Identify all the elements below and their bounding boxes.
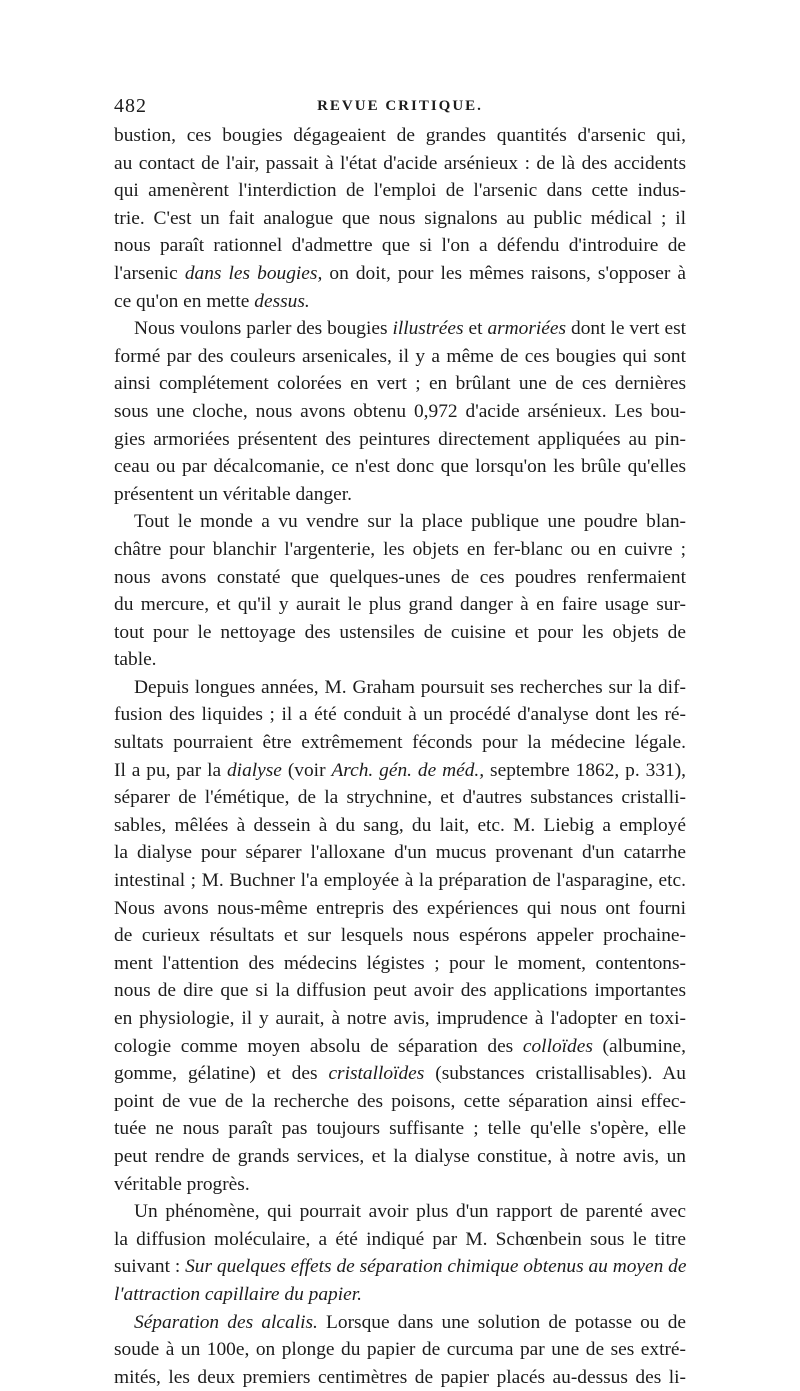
text-line: châtre pour blanchir l'argenterie, les objets en fer-blanc ou en cuivre ; <box>114 538 686 560</box>
running-head <box>114 95 686 123</box>
text-line: intestinal ; M. Buchner l'a employée à la préparation de l'asparagine, etc. <box>114 870 686 892</box>
text-line <box>114 757 686 785</box>
text-line <box>114 315 686 343</box>
text-run: (substances cristallisables). Au <box>424 1063 687 1085</box>
text-run: septembre 1862, p. 331), <box>484 759 687 781</box>
text-line: de curieux résultats et sur lesquels nous espérons appeler prochaine- <box>114 925 686 947</box>
italic-text: Arch. gén. de méd., <box>331 759 485 781</box>
text-line: ainsi complétement colorées en vert ; en brûlant une de ces dernières <box>114 373 686 395</box>
text-line: formé par des couleurs arsenicales, il y a même de ces bougies qui sont <box>114 345 686 367</box>
italic-text: l'attraction capillaire du papier. <box>114 1283 362 1305</box>
italic-text: Sur quelques effets de séparation chimique obtenus au moyen de <box>185 1256 687 1278</box>
italic-text: dialyse <box>226 759 282 781</box>
text-line: ment l'attention des médecins légistes ; pour le moment, contentons- <box>114 952 686 974</box>
text-line <box>114 1281 686 1309</box>
text-run: l'arsenic <box>114 262 185 284</box>
text-line: Un phénomène, qui pourrait avoir plus d'un rapport de parenté avec <box>134 1201 686 1223</box>
text-run: Lorsque dans une solution de potasse ou de <box>317 1311 686 1333</box>
text-run: (voir <box>281 759 332 781</box>
text-line: sables, mêlées à dessein à du sang, du lait, etc. M. Liebig a employé <box>114 814 686 836</box>
text-line: sultats pourraient être extrêmement féconds pour la médecine légale. <box>114 732 686 754</box>
text-line: tout pour le nettoyage des ustensiles de cuisine et pour les objets de <box>114 621 686 643</box>
italic-text: Séparation des alcalis. <box>134 1311 318 1333</box>
text-run: et <box>463 318 488 340</box>
italic-text: armoriées <box>487 318 567 340</box>
text-line: présentent un véritable danger. <box>114 483 352 505</box>
text-line: trie. C'est un fait analogue que nous signalons au public médical ; il <box>114 207 686 229</box>
text-line: véritable progrès. <box>114 1173 250 1195</box>
body-text <box>114 122 686 1391</box>
italic-text: dessus. <box>254 290 310 312</box>
text-line: mités, les deux premiers centimètres de papier placés au-dessus des li- <box>114 1366 686 1388</box>
text-line: fusion des liquides ; il a été conduit à un procédé d'analyse dont les ré- <box>114 704 686 726</box>
text-line: du mercure, et qu'il y aurait le plus grand danger à en faire usage sur- <box>114 594 686 616</box>
text-line <box>114 1060 686 1088</box>
text-line: en physiologie, il y aurait, à notre avis, imprudence à l'adopter en toxi- <box>114 1008 686 1029</box>
text-run: cologie comme moyen absolu de séparation des <box>114 1035 523 1057</box>
text-line: Tout le monde a vu vendre sur la place publique une poudre blan- <box>134 511 686 533</box>
text-line: la diffusion moléculaire, a été indiqué par M. Schœnbein sous le titre <box>114 1228 686 1250</box>
text-line: séparer de l'émétique, de la strychnine, et d'autres substances cristalli- <box>114 787 686 809</box>
italic-text: colloïdes <box>522 1035 593 1057</box>
text-line: qui amenèrent l'interdiction de l'emploi de l'arsenic dans cette indus- <box>114 180 686 202</box>
text-line: peut rendre de grands services, et la dialyse constitue, à notre avis, un <box>114 1145 686 1167</box>
text-line: Nous avons nous-même entrepris des expériences qui nous ont fourni <box>114 897 686 919</box>
text-run: (albumine, <box>592 1035 686 1057</box>
running-title: REVUE CRITIQUE. <box>317 98 483 114</box>
text-line: nous avons constaté que quelques-unes de ces poudres renfermaient <box>114 566 686 588</box>
text-line: au contact de l'air, passait à l'état d'acide arsénieux : de là des accidents <box>114 152 686 174</box>
text-line: sous une cloche, nous avons obtenu 0,972 d'acide arsénieux. Les bou- <box>114 400 686 422</box>
italic-text: illustrées <box>392 318 464 340</box>
text-line: gies armoriées présentent des peintures directement appliquées au pin- <box>114 428 686 450</box>
text-run: dont le vert est <box>566 318 686 340</box>
text-line: ceau ou par décalcomanie, ce n'est donc que lorsqu'on les brûle qu'elles <box>114 456 686 478</box>
page-number: 482 <box>114 95 147 117</box>
text-run: on doit, pour les mêmes raisons, s'opposer à <box>322 262 686 284</box>
text-line: tuée ne nous paraît pas toujours suffisante ; telle qu'elle s'opère, elle <box>114 1118 686 1140</box>
italic-text: dans les bougies, <box>184 262 323 284</box>
text-line: Depuis longues années, M. Graham poursuit ses recherches sur la dif- <box>134 676 686 698</box>
text-line <box>114 260 686 288</box>
text-line: bustion, ces bougies dégageaient de grandes quantités d'arsenic qui, <box>114 125 686 146</box>
text-line: la dialyse pour séparer l'alloxane d'un mucus provenant d'un catarrhe <box>114 842 686 864</box>
text-line: soude à un 100e, on plonge du papier de curcuma par une de ses extré- <box>114 1339 686 1361</box>
text-run: ce qu'on en mette <box>114 290 255 312</box>
text-run: suivant : <box>114 1256 186 1278</box>
text-line: point de vue de la recherche des poisons, cette séparation ainsi effec- <box>114 1090 686 1112</box>
text-run: gomme, gélatine) et des <box>114 1063 329 1085</box>
text-line <box>114 1253 686 1281</box>
text-line: nous paraît rationnel d'admettre que si l'on a défendu d'introduire de <box>114 235 686 257</box>
text-line <box>114 288 686 316</box>
text-line: nous de dire que si la diffusion peut avoir des applications importantes <box>114 980 686 1002</box>
text-line <box>114 1033 686 1061</box>
text-line: table. <box>114 649 157 671</box>
text-line <box>114 1309 686 1337</box>
text-run: Il a pu, par la <box>114 759 227 781</box>
text-run: Nous voulons parler des bougies <box>134 318 393 340</box>
italic-text: cristalloïdes <box>328 1063 425 1085</box>
